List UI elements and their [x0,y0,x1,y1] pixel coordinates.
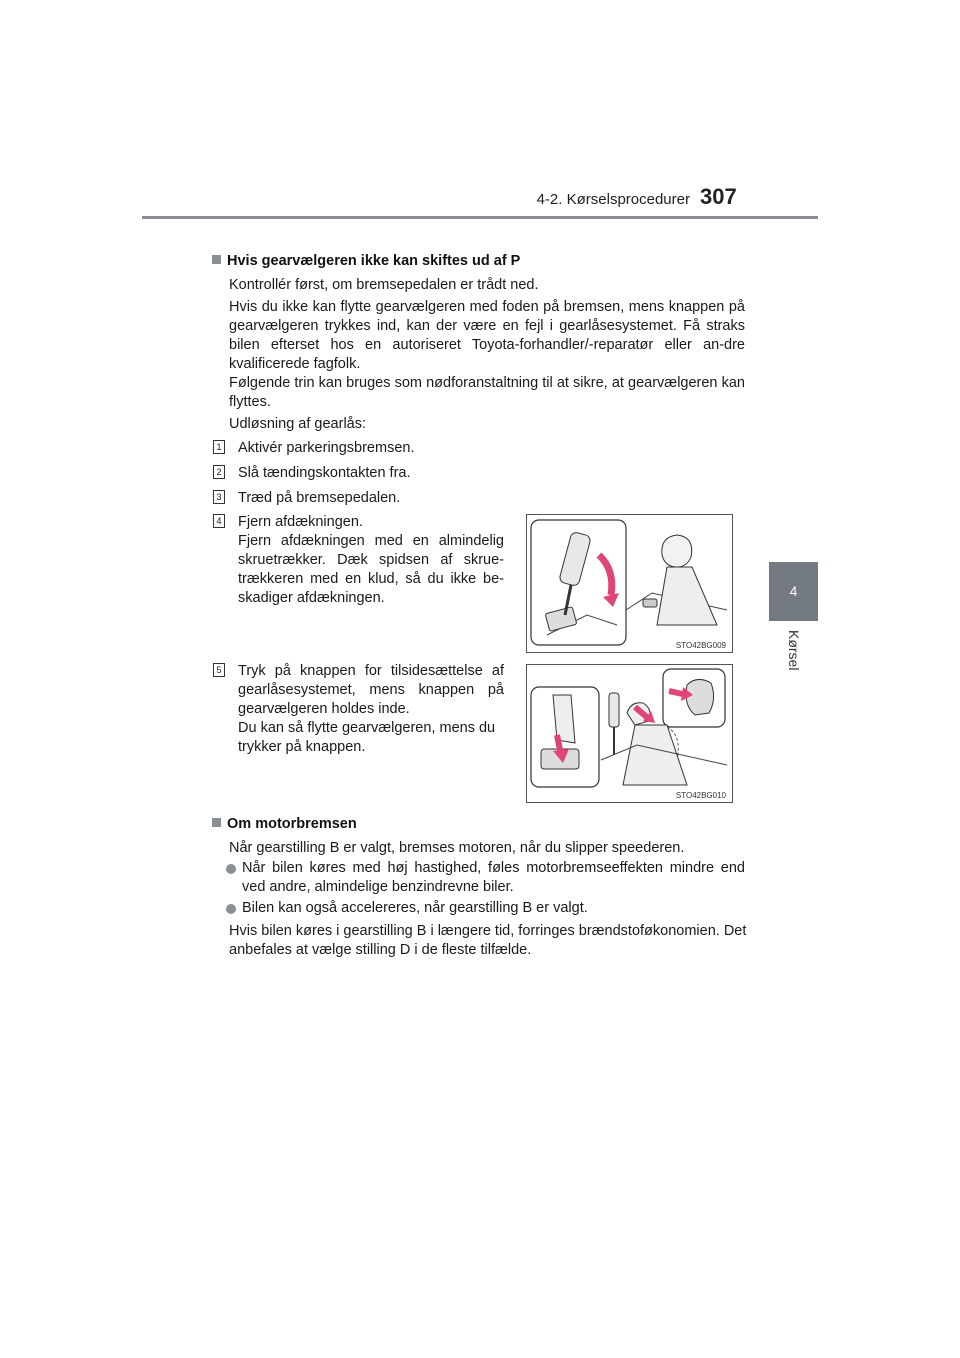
figure-code: STO42BG009 [675,641,726,650]
chapter-tab: 4 [769,562,818,621]
header-divider [142,216,818,219]
step-number-1: 1 [213,440,225,454]
round-bullet-icon [226,864,236,874]
page-number: 307 [700,184,737,209]
paragraph: Udløsning af gearlås: [229,416,367,432]
step-text-2: Slå tændingskontakten fra. [238,465,411,481]
figure-code: STO42BG010 [675,791,726,800]
illustration-remove-cover [526,514,733,653]
step-number-4: 4 [213,514,225,528]
step-detail-5: Du kan så flytte gearvælgeren, mens du trykker på knappen. [238,720,496,755]
override-button-illustration [527,665,732,802]
step-number-3: 3 [213,490,225,504]
bullet-text: Bilen kan også accelereres, når gearstilling B er valgt. [242,900,588,916]
paragraph: Hvis bilen køres i gearstilling B i længere tid, forringes brændstoføkonomien. Det anbefales at vælge stilling D i de fleste tilfælde. [229,923,747,958]
paragraph: Hvis du ikke kan flytte gearvælgeren med foden på bremsen, mens knappen på gearvælgeren trykkes ind, kan der være en fejl i gearlåsesystemet. Få straks bilen efterset hos en autoriseret Toyota-forhandler/-reparatør eller an-dre kvalificerede fagfolk. [229,299,745,372]
step-text-5: Tryk på knappen for tilsidesættelse af gearlåsesystemet, mens knappen på gearvælgeren holdes inde. [238,663,504,717]
bullet-text: Når bilen køres med høj hastighed, føles motorbremseeffekten mindre end ved andre, almindelige benzindrevne biler. [242,860,745,895]
round-bullet-icon [226,904,236,914]
chapter-tab-label: Kørsel [786,630,802,671]
section-heading-gear-lock: Hvis gearvælgeren ikke kan skiftes ud af P [212,253,520,269]
square-bullet-icon [212,818,221,827]
square-bullet-icon [212,255,221,264]
paragraph: Følgende trin kan bruges som nødforanstaltning til at sikre, at gearvælgeren kan flyttes. [229,375,745,410]
header-section-title: 4-2. Kørselsprocedurer [536,191,690,208]
paragraph: Kontrollér først, om bremsepedalen er trådt ned. [229,277,539,293]
step-text-3: Træd på bremsepedalen. [238,490,401,506]
paragraph: Når gearstilling B er valgt, bremses motoren, når du slipper speederen. [229,840,685,856]
step-detail-4: Fjern afdækningen med en almindelig skruetrækker. Dæk spidsen af skrue-trækkeren med en klud, så du ikke be-skadiger afdækningen. [238,533,504,606]
screwdriver-cover-illustration [527,515,732,652]
illustration-override-button [526,664,733,803]
step-number-5: 5 [213,663,225,677]
step-text-4: Fjern afdækningen. [238,514,363,530]
step-text-1: Aktivér parkeringsbremsen. [238,440,415,456]
step-number-2: 2 [213,465,225,479]
section-heading-engine-brake: Om motorbremsen [212,816,357,832]
